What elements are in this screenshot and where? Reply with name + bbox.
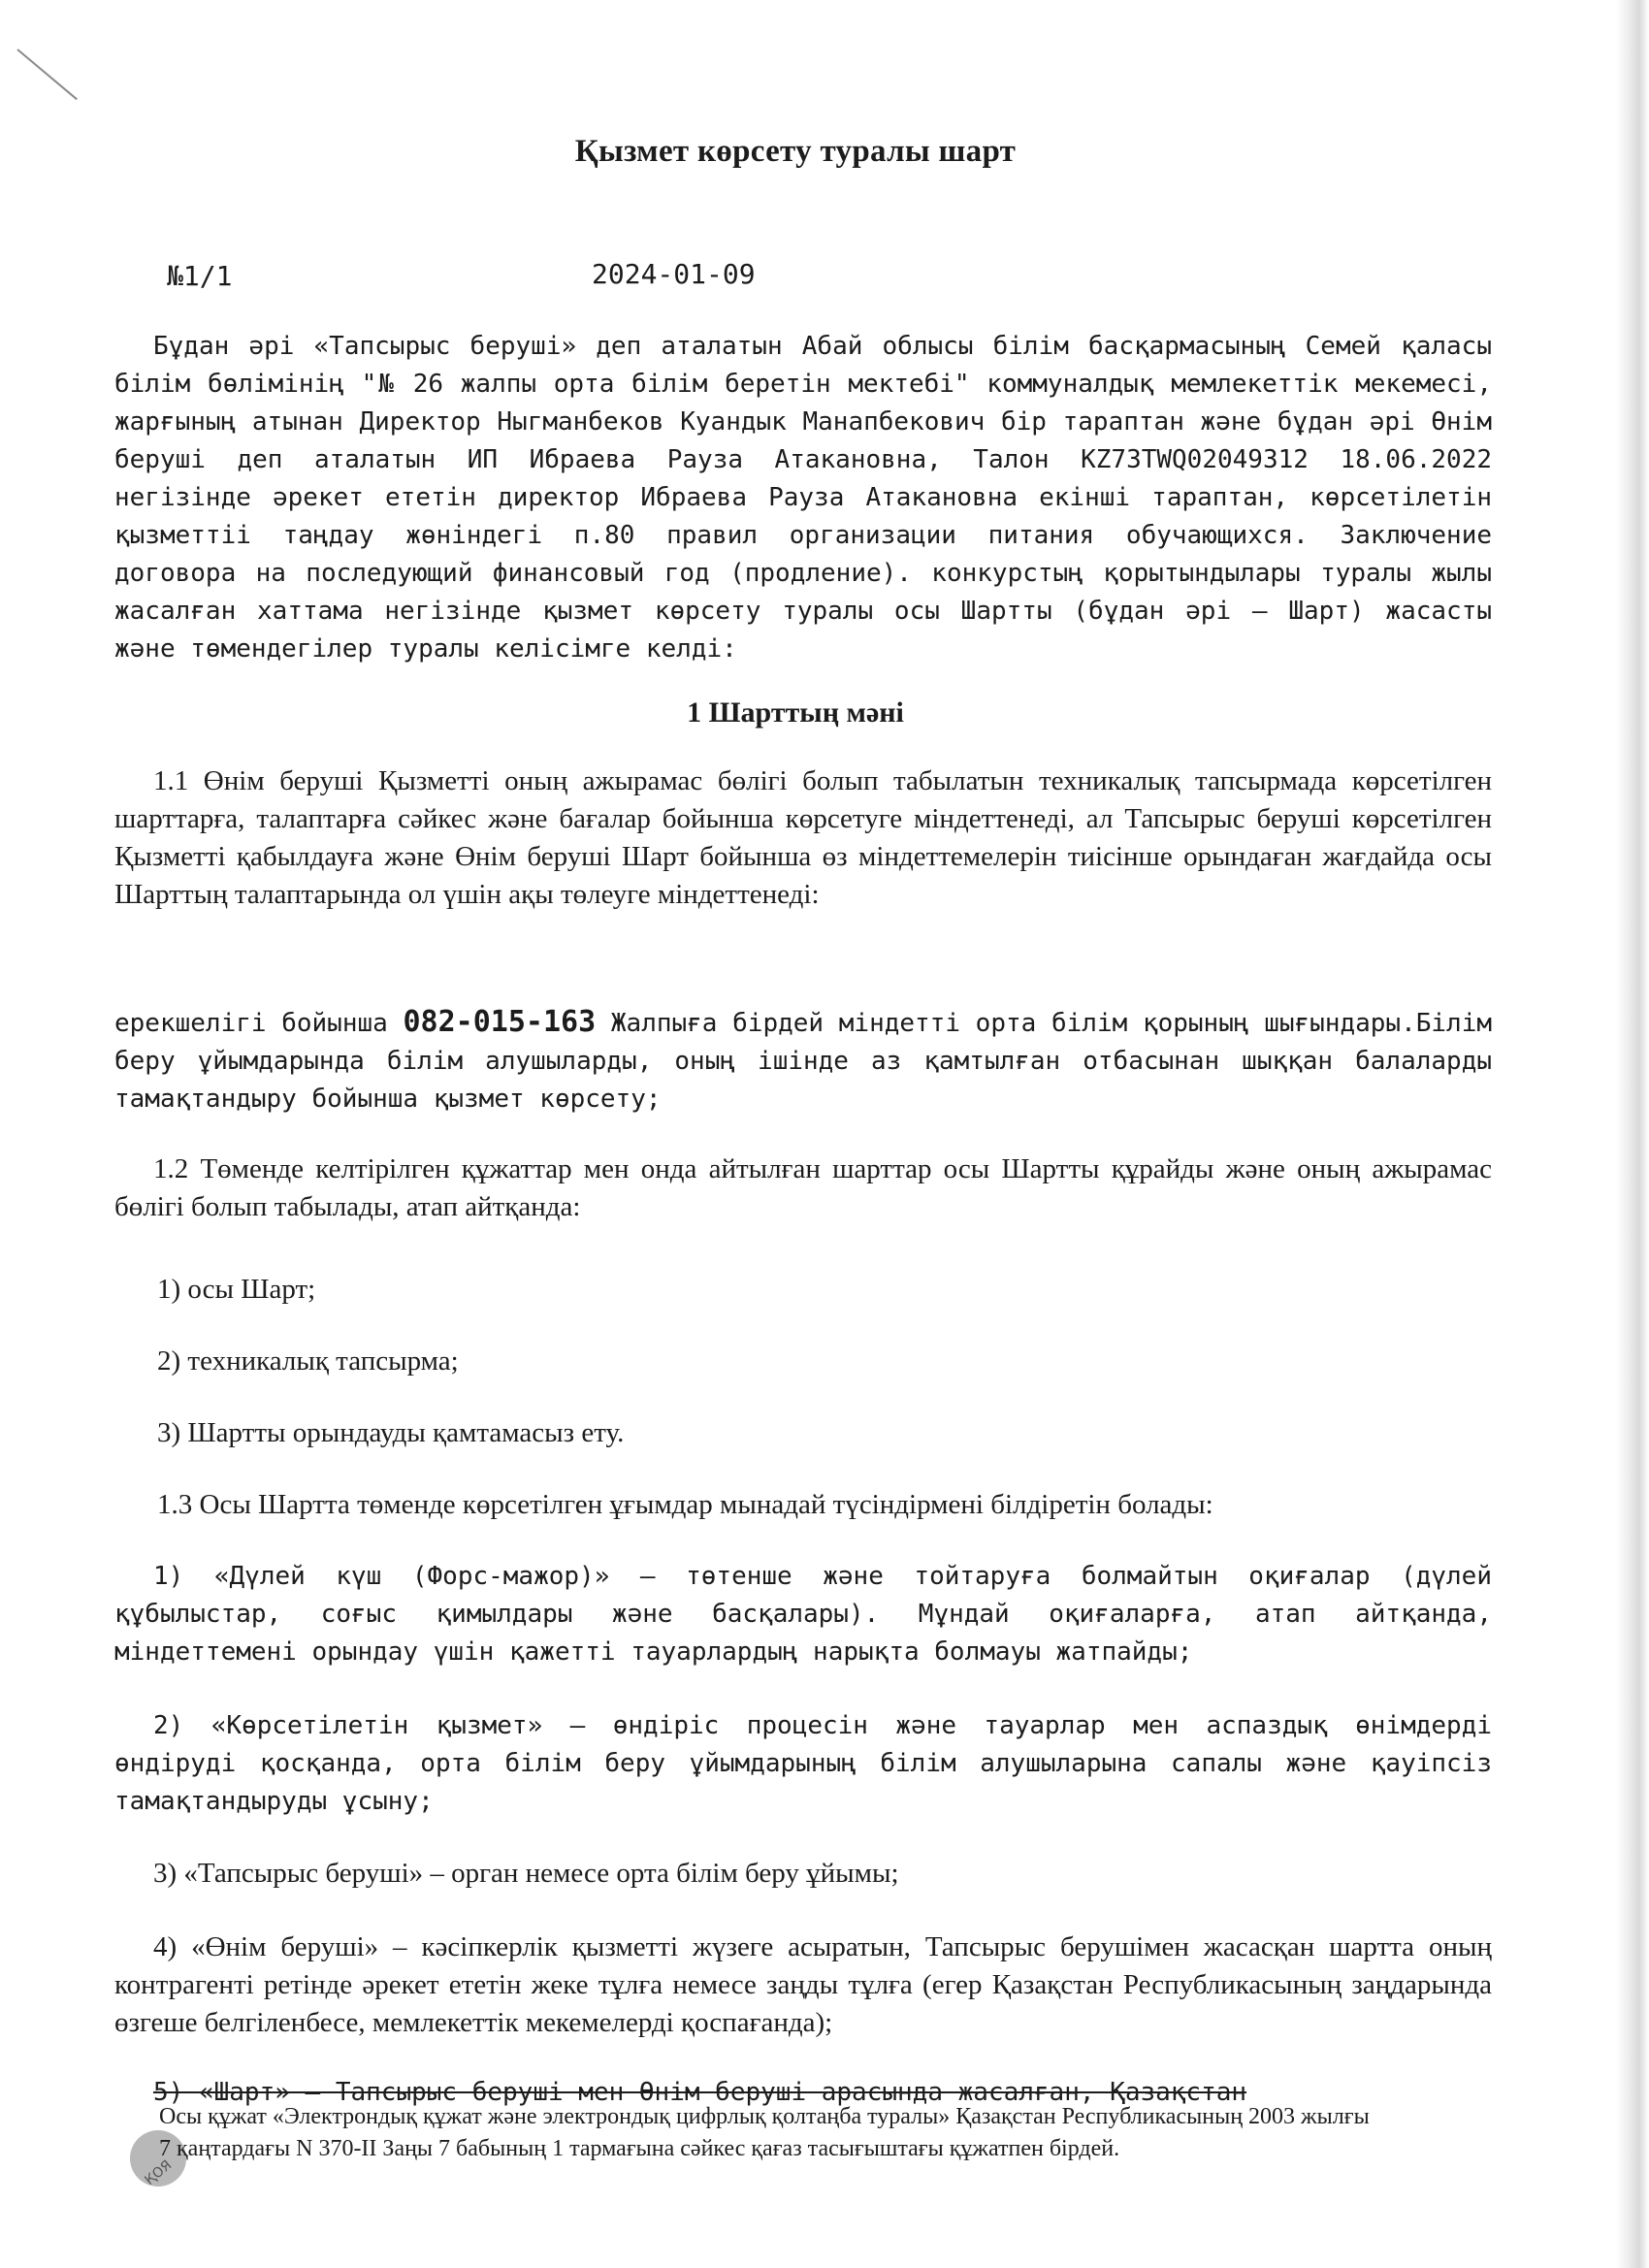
spec-code: 082-015-163 (403, 1005, 597, 1039)
document-title: Қызмет көрсету туралы шарт (574, 134, 1017, 169)
list-item-doc-3: 3) Шартты орындауды қамтамасыз ету. (157, 1417, 625, 1448)
specification-paragraph (114, 1003, 1492, 1118)
spec-prefix: ерекшелігі бойынша (114, 1009, 388, 1038)
section-1-heading: 1 Шарттың мәні (687, 697, 904, 729)
definition-4: 4) «Өнім беруші» – кәсіпкерлік қызметті жүзеге асыратын, Тапсырыс берушімен жасасқан шартта оның контрагенті ретінде әрекет ететін жеке тұлға немесе заңды тұлға (егер Қазақстан Республикасының заңдарында өзгеше белгіленбесе, мемлекеттік мекемелерді қоспағанда); (114, 1931, 1492, 2038)
stamp-seal-text: ҚОЯ (142, 2157, 176, 2188)
list-item-doc-2: 2) техникалық тапсырма; (157, 1345, 459, 1377)
spec-suffix: Жалпыға бірдей міндетті орта білім қорының шығындары.Білім беру ұйымдарында білім алушыларды, оның ішінде аз қамтылған отбасынан шыққан балаларды тамақтандыру бойынша қызмет көрсету; (114, 1009, 1493, 1114)
definition-5-partial: 5) «Шарт» – Тапсырыс беруші мен Өнім беруші арасында жасалған, Қазақстан (153, 2078, 1247, 2107)
scan-page-edge (1616, 0, 1649, 2268)
document-number: №1/1 (167, 260, 233, 292)
clause-1-2: 1.2 Төменде келтірілген құжаттар мен онда айтылған шарттар осы Шартты құрайды және оның ажырамас бөлігі болып табылады, атап айтқанда: (114, 1153, 1492, 1222)
footer-legal-note: Осы құжат «Электрондық құжат және электрондық цифрлық қолтаңба туралы» Қазақстан Республикасының 2003 жылғы 7 қаңтардағы N 370-II Заңы 7 бабының 1 тармағына сәйкес қағаз тасығыштағы құжатпен бірдей. (159, 2104, 1370, 2161)
clause-1-1: 1.1 Өнім беруші Қызметті оның ажырамас бөлігі болып табылатын техникалық тапсырмада көрсетілген шарттарға, талаптарға сәйкес және бағалар бойынша көрсетуге міндеттенеді, ал Тапсырыс беруші көрсетілген Қызметті қабылдауға және Өнім беруші Шарт бойынша өз міндеттемелерін тиісінше орындаған жағдайда осы Шарттың талаптарында ол үшін ақы төлеуге міндеттенеді: (114, 765, 1492, 910)
clause-1-3: 1.3 Осы Шартта төменде көрсетілген ұғымдар мынадай түсіндірмені білдіретін болады: (157, 1489, 1213, 1520)
list-item-doc-1: 1) осы Шарт; (157, 1274, 316, 1305)
definition-2: 2) «Көрсетілетін қызмет» – өндіріс процесін және тауарлар мен аспаздық өнімдерді өндіруді қосқанда, орта білім беру ұйымдарының білім алушыларына сапалы және қауіпсіз тамақтандыруды ұсыну; (114, 1711, 1492, 1816)
preamble-paragraph: Бұдан әрі «Тапсырыс беруші» деп аталатын Абай облысы білім басқармасының Семей қаласы білім бөлімінің "№ 26 жалпы орта білім беретін мектебі" коммуналдық мемлекеттік мекемесі, жарғының атынан Директор Ныгманбеков Куандык Манапбекович бір тараптан және бұдан әрі Өнім беруші деп аталатын ИП Ибраева Рауза Атакановна, Талон KZ73TWQ02049312 18.06.2022 негізінде әрекет ететін директор Ибраева Рауза Атакановна екінші тараптан, көрсетілетін қызметтіі таңдау жөніндегі п.80 правил организации питания обучающихся. Заключение договора на последующий финансовый год (продление). конкурстың қорытындылары туралы жылы жасалған хаттама негізінде қызмет көрсету туралы осы Шартты (бұдан әрі – Шарт) жасасты және төмендегілер туралы келісімге келді: (114, 332, 1492, 664)
document-date: 2024-01-09 (592, 258, 756, 290)
scan-corner-fold (16, 49, 78, 100)
definition-1: 1) «Дүлей күш (Форс-мажор)» – төтенше және тойтаруға болмайтын оқиғалар (дүлей құбылыстар, соғыс қимылдары және басқалары). Мұндай оқиғаларға, атап айтқанда, міндеттемені орындау үшін қажетті тауарлардың нарықта болмауы жатпайды; (114, 1562, 1492, 1667)
definition-3: 3) «Тапсырыс беруші» – орган немесе орта білім беру ұйымы; (153, 1858, 899, 1889)
